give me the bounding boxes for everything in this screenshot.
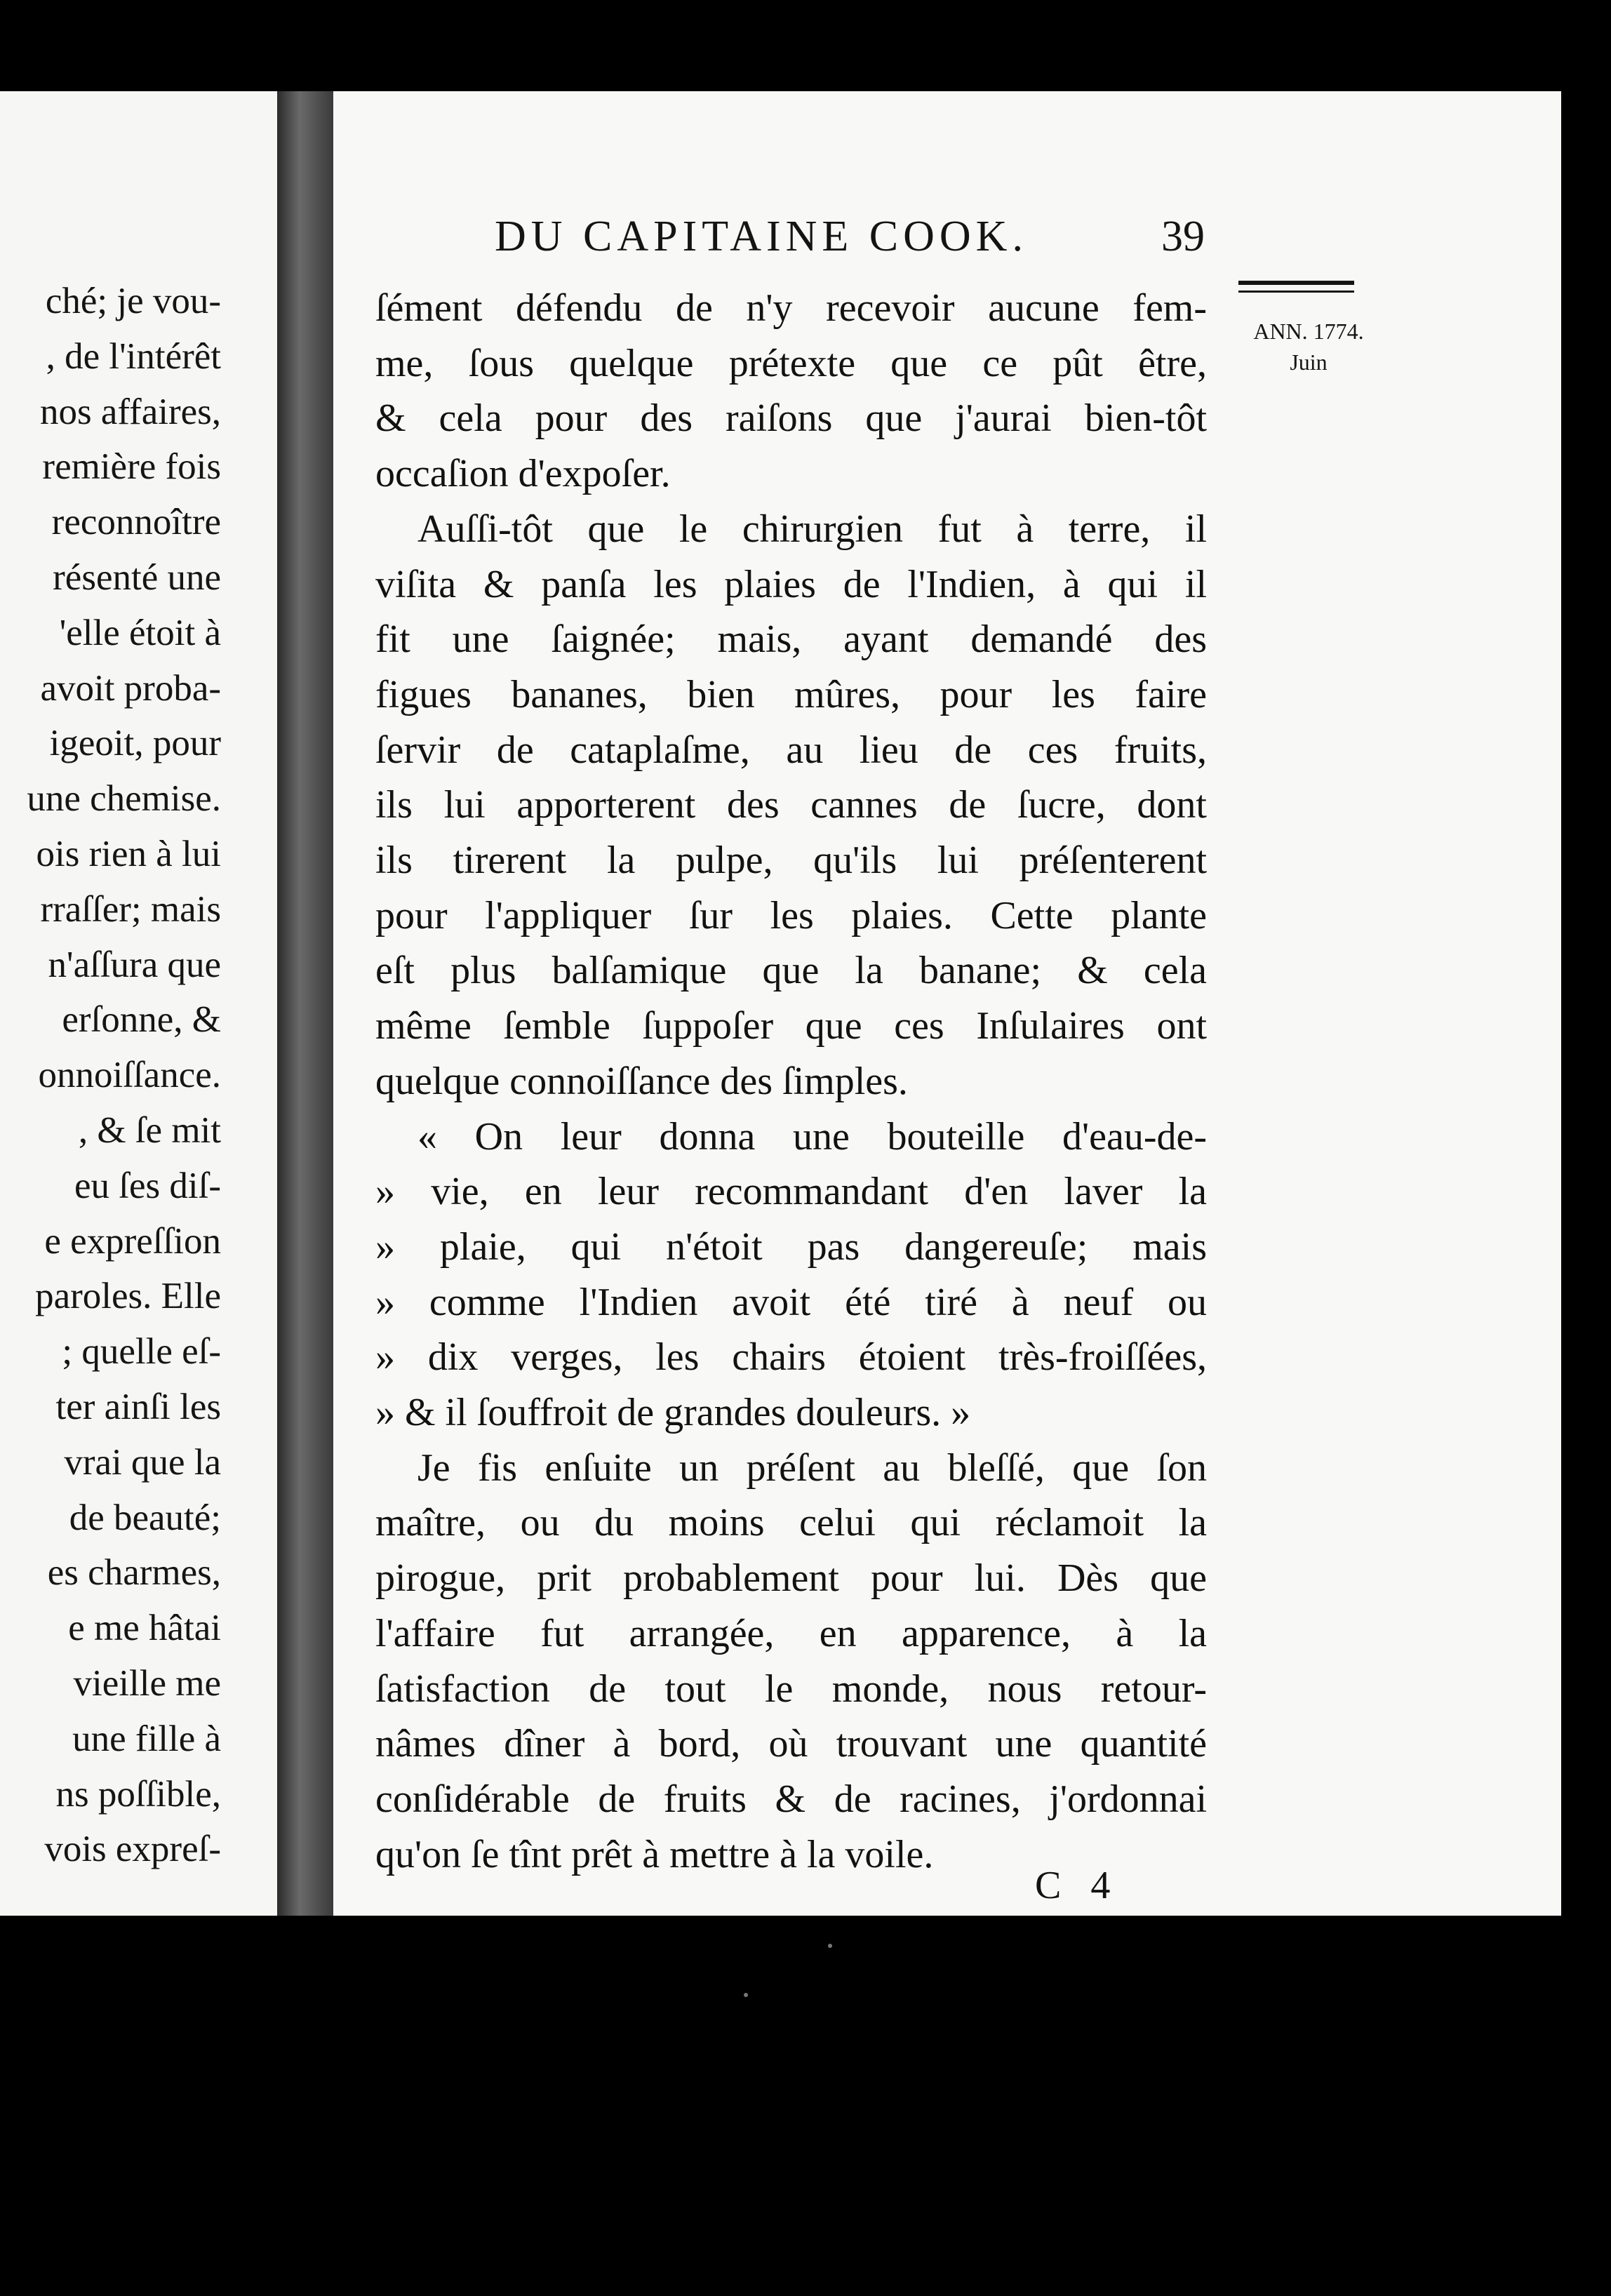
scan-speck (744, 1993, 748, 1997)
left-page-line: n'aſſura que (48, 944, 221, 985)
body-line: maître, ou du moins celui qui réclamoit la (375, 1501, 1207, 1545)
page-number: 39 (1161, 213, 1205, 260)
body-line: ils tirerent la pulpe, qu'ils lui préſenterent (375, 839, 1207, 883)
margin-note-year: ANN. 1774. (1253, 319, 1364, 344)
left-page-line: e me hâtai (68, 1608, 221, 1649)
scan-speck (828, 1944, 832, 1948)
left-page-line: ché; je vou- (45, 281, 221, 321)
body-line: occaſion d'expoſer. (375, 452, 671, 496)
body-line: » & il ſouffroit de grandes douleurs. » (375, 1391, 971, 1435)
left-page-line: rraſſer; mais (40, 888, 221, 930)
left-page-line: ois rien à lui (36, 833, 221, 874)
left-page-line: ns poſſible, (55, 1773, 221, 1815)
body-line: figues bananes, bien mûres, pour les faire (375, 672, 1207, 716)
body-line: » plaie, qui n'étoit pas dangereuſe; mais (375, 1224, 1207, 1269)
margin-note-month: Juin (1290, 349, 1328, 375)
body-line: me, ſous quelque prétexte que ce pût être, (375, 341, 1207, 385)
margin-rule-bottom (1238, 291, 1354, 293)
left-page-line: igeoit, pour (49, 723, 221, 764)
left-page-line: nos affaires, (39, 391, 221, 432)
left-page-line: vrai que la (64, 1441, 221, 1483)
left-page-line: , de l'intérêt (46, 335, 221, 377)
body-line: Auſſi-tôt que le chirurgien fut à terre, il (417, 507, 1207, 551)
body-line: eſt plus balſamique que la banane; & cela (375, 949, 1207, 993)
body-line: & cela pour des raiſons que j'aurai bien-tôt (375, 396, 1207, 441)
left-page-line: e expreſſion (44, 1220, 221, 1262)
body-line: nâmes dîner à bord, où trouvant une quantité (375, 1722, 1207, 1766)
left-page-line: vieille me (73, 1662, 221, 1704)
catchword: C 4 (1035, 1864, 1121, 1907)
left-page-line: une fille à (72, 1718, 221, 1759)
left-page-line: une chemise. (27, 778, 221, 820)
left-page-line: erſonne, & (62, 999, 221, 1041)
left-page-line: reconnoître (51, 502, 221, 543)
body-line: » vie, en leur recommandant d'en laver la (375, 1170, 1207, 1214)
body-line: qu'on ſe tînt prêt à mettre à la voile. (375, 1832, 934, 1876)
left-page-text (27, 274, 221, 1877)
margin-note (1238, 316, 1379, 378)
left-page-line: 'elle étoit à (59, 612, 221, 653)
scan-bottom-border (0, 1916, 1611, 2296)
body-line: viſita & panſa les plaies de l'Indien, à qui il (375, 562, 1207, 606)
left-page-line: onnoiſſance. (38, 1055, 221, 1096)
margin-rule-top (1238, 281, 1354, 285)
body-line: » dix verges, les chairs étoient très-froiſſées, (375, 1335, 1207, 1380)
body-line: conſidérable de fruits & de racines, j'ordonnai (375, 1777, 1207, 1821)
left-page-line: résenté une (53, 556, 221, 598)
right-page (333, 91, 1561, 1916)
body-line: fit une ſaignée; mais, ayant demandé des (375, 618, 1207, 662)
book-gutter (277, 91, 333, 1916)
body-line: ils lui apporterent des cannes de ſucre, dont (375, 783, 1207, 827)
left-page-line: de beauté; (69, 1497, 221, 1538)
left-page-line: remière fois (42, 446, 221, 488)
body-line: ſervir de cataplaſme, au lieu de ces fruits, (375, 728, 1207, 772)
left-page-line: paroles. Elle (35, 1276, 221, 1317)
body-line: l'affaire fut arrangée, en apparence, à la (375, 1611, 1207, 1655)
body-line: » comme l'Indien avoit été tiré à neuf ou (375, 1280, 1207, 1324)
left-page-line: ter ainſi les (55, 1386, 221, 1427)
left-page (0, 91, 277, 1916)
left-page-line: ; quelle eſ- (62, 1331, 221, 1373)
body-line: pour l'appliquer ſur les plaies. Cette plante (375, 893, 1207, 937)
left-page-line: , & ſe mit (78, 1109, 221, 1151)
left-page-line: eu ſes diſ- (74, 1165, 221, 1206)
body-line: ſément défendu de n'y recevoir aucune fem- (375, 286, 1207, 330)
body-line: ſatisfaction de tout le monde, nous retour- (375, 1667, 1207, 1711)
body-line: Je fis enſuite un préſent au bleſſé, que ſon (417, 1446, 1207, 1490)
body-line: même ſemble ſuppoſer que ces Inſulaires ont (375, 1004, 1207, 1048)
running-head: DU CAPITAINE COOK. (495, 213, 1028, 260)
body-line: quelque connoiſſance des ſimples. (375, 1059, 908, 1103)
body-line: « On leur donna une bouteille d'eau-de- (417, 1114, 1207, 1159)
body-text (375, 281, 1207, 1882)
left-page-line: avoit proba- (40, 667, 221, 709)
left-page-line: es charmes, (47, 1552, 221, 1594)
body-line: pirogue, prit probablement pour lui. Dès que (375, 1556, 1207, 1601)
left-page-line: vois expreſ- (44, 1829, 221, 1870)
